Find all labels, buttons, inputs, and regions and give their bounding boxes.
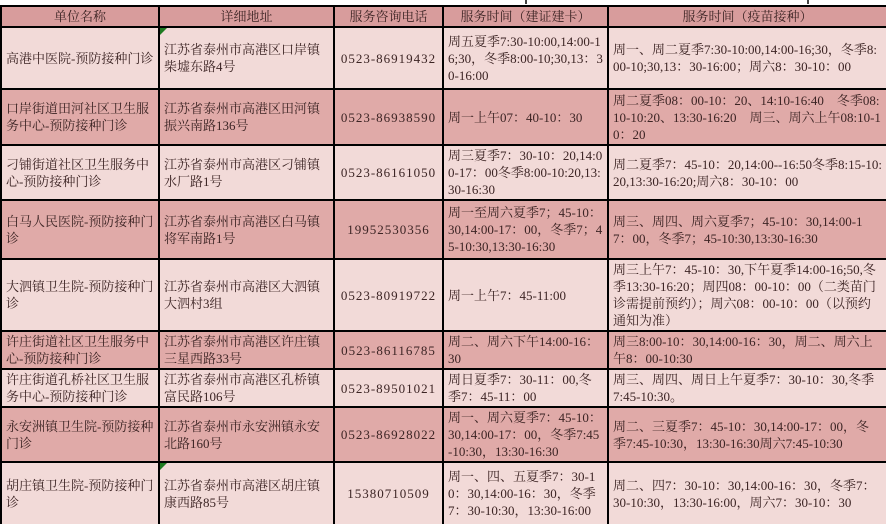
service-time-vaccine-cell: 周二、四7：30-10：30,14:00-16：30，冬季7：30-10:30，13:30-16:00，周六7：30-10：30: [608, 462, 886, 524]
address-cell: 江苏省泰州市高港区田河镇振兴南路136号: [159, 89, 334, 145]
unit-name-cell: 胡庄镇卫生院-预防接种门诊: [1, 462, 159, 524]
phone-cell: 0523-89501021: [334, 369, 443, 407]
phone-cell: 15380710509: [334, 462, 443, 524]
phone-cell: 0523-86161050: [334, 145, 443, 200]
phone-cell: 0523-86938590: [334, 89, 443, 145]
service-time-card-cell: 周日夏季7：30-11：00,冬季7：45-11：00: [443, 369, 608, 407]
phone-cell: 0523-86116785: [334, 331, 443, 369]
service-time-vaccine-cell: 周三上午7：45-10：30,下午夏季14:00-16;50,冬季13:30-16:20；周四08：00-10：00（二类苗门诊需提前预约）；周六08：00-10：00（以预约通知为准）: [608, 259, 886, 331]
service-time-vaccine-cell: 周三、周四、周六夏季7；45-10：30,14:00-17：00，冬季7；45-10:30,13:30-16:30: [608, 200, 886, 259]
address-cell: 江苏省泰州市永安洲镇永安北路160号: [159, 407, 334, 462]
clinic-row: [1, 27, 886, 89]
address-cell: 江苏省泰州市高港区许庄镇三星西路33号: [159, 331, 334, 369]
table-header: [1, 6, 886, 27]
service-time-vaccine-cell: 周二夏季7：45-10：20,14:00--16:50冬季8:15-10:20,13:30-16:20;周六8：30-10：00: [608, 145, 886, 200]
address-cell: 江苏省泰州市高港区刁铺镇水厂路1号: [159, 145, 334, 200]
service-time-card-cell: 周一上午7：45-11:00: [443, 259, 608, 331]
service-time-vaccine-cell: 周一、周二夏季7:30-10:00,14:00-16;30，冬季8:00-10;30,13：30-16:00；周六8：30-10：00: [608, 27, 886, 89]
clinic-row: [1, 369, 886, 407]
column-header-unit-name: 单位名称: [1, 6, 159, 27]
service-time-card-cell: 周一、周六夏季7：45-10：30,14:00-17：00，冬季7:45-10:30，13:30-16:30: [443, 407, 608, 462]
header-row: [1, 6, 886, 27]
phone-cell: 0523-80919722: [334, 259, 443, 331]
unit-name-cell: 高港中医院-预防接种门诊: [1, 27, 159, 89]
address-cell: 江苏省泰州市高港区口岸镇柴墟东路4号: [159, 27, 334, 89]
service-time-card-cell: 周三夏季7：30-10：20,14:00-17：00冬季8:00-10:20,13:30-16:30: [443, 145, 608, 200]
clinic-row: [1, 462, 886, 524]
unit-name-cell: 许庄街道社区卫生服务中心-预防接种门诊: [1, 331, 159, 369]
service-time-card-cell: 周二、周六下午14:00-16：30: [443, 331, 608, 369]
service-time-card-cell: 周一上午07：40-10：30: [443, 89, 608, 145]
service-time-vaccine-cell: 周三、周四、周日上午夏季7：30-10：30,冬季7:45-10:30。: [608, 369, 886, 407]
clinic-schedule-table: [0, 5, 886, 524]
unit-name-cell: 大泗镇卫生院-预防接种门诊: [1, 259, 159, 331]
address-cell: 江苏省泰州市高港区胡庄镇康西路85号: [159, 462, 334, 524]
address-cell: 江苏省泰州市高港区孔桥镇富民路106号: [159, 369, 334, 407]
unit-name-cell: 口岸街道田河社区卫生服务中心-预防接种门诊: [1, 89, 159, 145]
service-time-card-cell: 周五夏季7:30-10:00,14:00-16;30，冬季8:00-10;30,13：30-16:00: [443, 27, 608, 89]
phone-cell: 19952530356: [334, 200, 443, 259]
unit-name-cell: 永安洲镇卫生院-预防接种门诊: [1, 407, 159, 462]
phone-cell: 0523-86919432: [334, 27, 443, 89]
clinic-row: [1, 259, 886, 331]
service-time-vaccine-cell: 周三8:00-10：30,14:00-16：30，周二、周六上午8：00-10:30: [608, 331, 886, 369]
gridline-remnant: [525, 0, 527, 4]
service-time-card-cell: 周一、四、五夏季7：30-10：30,14:00-16：30，冬季7：30-10:30，13:30-16:00: [443, 462, 608, 524]
gridline-remnant: [807, 0, 809, 4]
column-header-phone: 服务咨询电话: [334, 6, 443, 27]
unit-name-cell: 许庄街道孔桥社区卫生服务中心-预防接种门诊: [1, 369, 159, 407]
phone-cell: 0523-86928022: [334, 407, 443, 462]
clinic-row: [1, 331, 886, 369]
clinic-row: [1, 407, 886, 462]
clinic-row: [1, 145, 886, 200]
sheet-top-border-remnant: [0, 0, 886, 5]
column-header-service-time-vaccine: 服务时间（疫苗接种）: [608, 6, 886, 27]
service-time-card-cell: 周一至周六夏季7；45-10：30,14:00-17：00，冬季7；45-10:30,13:30-16:30: [443, 200, 608, 259]
address-cell: 江苏省泰州市高港区白马镇将军南路1号: [159, 200, 334, 259]
service-time-vaccine-cell: 周二夏季08：00-10：20、14:10-16:40 冬季08:10-10:20、13:30-16:20 周三、周六上午08:10-10：20: [608, 89, 886, 145]
address-cell: 江苏省泰州市高港区大泗镇大泗村3组: [159, 259, 334, 331]
column-header-service-time-card: 服务时间（建证建卡）: [443, 6, 608, 27]
service-time-vaccine-cell: 周二、三夏季7：45-10：30,14:00-17：00，冬季7:45-10:30，13:30-16:30周六7:45-10:30: [608, 407, 886, 462]
unit-name-cell: 刁铺街道社区卫生服务中心-预防接种门诊: [1, 145, 159, 200]
clinic-row: [1, 200, 886, 259]
clinic-row: [1, 89, 886, 145]
column-header-address: 详细地址: [159, 6, 334, 27]
unit-name-cell: 白马人民医院-预防接种门诊: [1, 200, 159, 259]
